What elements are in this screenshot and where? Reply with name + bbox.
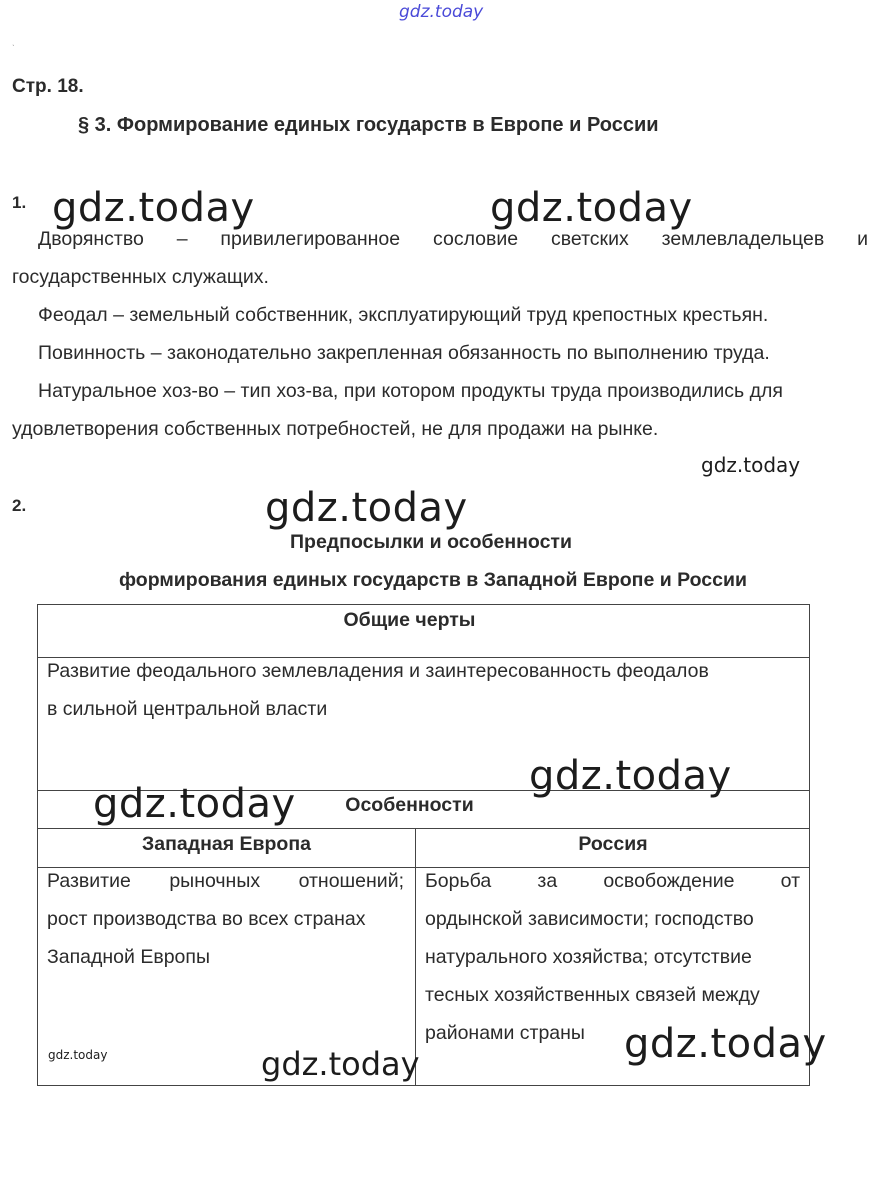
watermark: gdz.today bbox=[261, 1045, 420, 1083]
russia-text: Борьба за освобождение от bbox=[425, 870, 800, 892]
features-header: Особенности bbox=[345, 794, 474, 816]
table-divider bbox=[38, 828, 809, 829]
task-number-2: 2. bbox=[12, 496, 27, 515]
section-title: § 3. Формирование единых государств в Европе и России bbox=[78, 114, 659, 136]
table-title-line-2: формирования единых государств в Западной Европе и России bbox=[119, 569, 747, 591]
corner-mark: ˋ bbox=[12, 44, 15, 53]
definition-line: Дворянство – привилегированное сословие светских землевладельцев и bbox=[38, 228, 868, 250]
definition-line: Повинность – законодательно закрепленная обязанность по выполнению труда. bbox=[38, 342, 770, 364]
russia-text: районами страны bbox=[425, 1022, 585, 1044]
russia-text: ордынской зависимости; господство bbox=[425, 908, 754, 930]
watermark: gdz.today bbox=[52, 185, 255, 231]
page-reference: Стр. 18. bbox=[12, 76, 84, 97]
watermark: gdz.today bbox=[701, 453, 801, 477]
common-features-text: Развитие феодального землевладения и заинтересованность феодалов bbox=[47, 660, 709, 682]
definition-line: Феодал – земельный собственник, эксплуатирующий труд крепостных крестьян. bbox=[38, 304, 769, 326]
comparison-table bbox=[37, 604, 810, 1086]
watermark: gdz.today bbox=[624, 1021, 827, 1067]
common-features-text: в сильной центральной власти bbox=[47, 698, 328, 720]
watermark-top: gdz.today bbox=[399, 2, 484, 22]
definition-line: государственных служащих. bbox=[12, 266, 269, 288]
russia-text: натурального хозяйства; отсутствие bbox=[425, 946, 752, 968]
russia-text: тесных хозяйственных связей между bbox=[425, 984, 760, 1006]
west-europe-text: Западной Европы bbox=[47, 946, 210, 968]
definition-line: Натуральное хоз-во – тип хоз-ва, при котором продукты труда производились для bbox=[38, 380, 783, 402]
task-number-1: 1. bbox=[12, 193, 27, 212]
definition-line: удовлетворения собственных потребностей, не для продажи на рынке. bbox=[12, 418, 659, 440]
watermark: gdz.today bbox=[93, 781, 296, 827]
watermark: gdz.today bbox=[265, 485, 468, 531]
table-title-line-1: Предпосылки и особенности bbox=[290, 531, 572, 553]
russia-header: Россия bbox=[578, 833, 648, 855]
watermark: gdz.today bbox=[48, 1048, 108, 1062]
watermark: gdz.today bbox=[490, 185, 693, 231]
west-europe-text: рост производства во всех странах bbox=[47, 908, 366, 930]
west-europe-text: Развитие рыночных отношений; bbox=[47, 870, 404, 892]
west-europe-header: Западная Европа bbox=[142, 833, 311, 855]
watermark: gdz.today bbox=[529, 753, 732, 799]
common-features-header: Общие черты bbox=[343, 609, 476, 631]
